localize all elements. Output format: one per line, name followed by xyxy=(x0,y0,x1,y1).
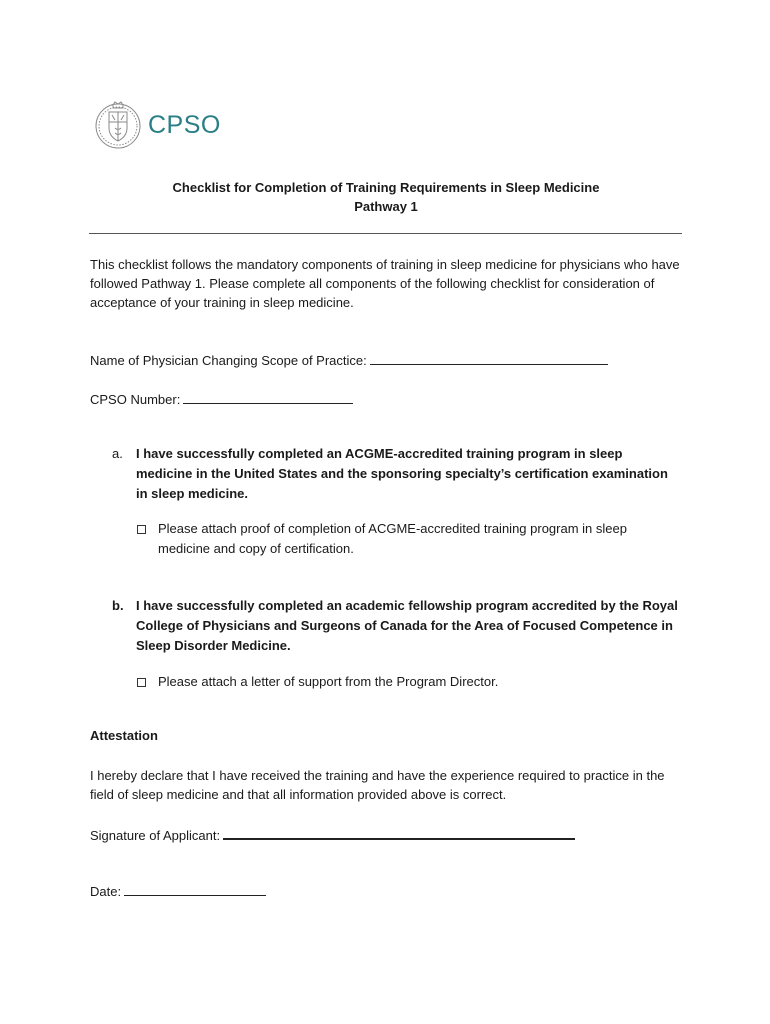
cpso-logo xyxy=(92,98,221,152)
cpso-number-field xyxy=(90,389,353,409)
checkbox-label: Please attach proof of completion of ACGME-accredited training program in sleep medicine and copy of certification. xyxy=(158,521,627,556)
item-statement: I have successfully completed an academic fellowship program accredited by the Royal College of Physicians and Surgeons of Canada for the Area of Focused Competence in Sleep Disorder Medicine. xyxy=(136,598,678,653)
signature-label: Signature of Applicant: xyxy=(90,828,221,843)
date-label: Date: xyxy=(90,884,122,899)
physician-name-label: Name of Physician Changing Scope of Practice: xyxy=(90,353,367,368)
logo-wordmark: CPSO xyxy=(148,110,221,139)
checkbox-item-a xyxy=(137,519,677,559)
checkbox[interactable] xyxy=(137,678,146,687)
checkbox[interactable] xyxy=(137,525,146,534)
signature-field xyxy=(90,824,575,845)
attestation-declaration: I hereby declare that I have received the training and have the experience required to practice in the field of sleep medicine and that all information provided above is correct. xyxy=(90,768,665,802)
cpso-number-input-line[interactable] xyxy=(183,389,353,404)
checklist-item-a xyxy=(112,444,682,504)
attestation-heading: Attestation xyxy=(90,728,158,743)
physician-name-field xyxy=(90,350,608,370)
checkbox-item-b xyxy=(137,672,677,692)
checkbox-label: Please attach a letter of support from the Program Director. xyxy=(158,674,499,689)
item-statement: I have successfully completed an ACGME-accredited training program in sleep medicine in the United States and the sponsoring specialty’s certification examination in sleep medicine. xyxy=(136,446,668,501)
checklist-item-b xyxy=(112,596,682,656)
crest-icon xyxy=(92,98,144,152)
document-subtitle: Pathway 1 xyxy=(354,199,418,214)
cpso-number-label: CPSO Number: xyxy=(90,392,181,407)
document-title: Checklist for Completion of Training Requirements in Sleep Medicine xyxy=(172,180,600,195)
date-field xyxy=(90,881,266,901)
physician-name-input-line[interactable] xyxy=(370,350,608,365)
intro-paragraph: This checklist follows the mandatory components of training in sleep medicine for physicians who have followed Pathway 1. Please complete all components of the following checklist for consideration of acceptance of your training in sleep medicine. xyxy=(90,257,680,310)
date-input-line[interactable] xyxy=(124,881,266,896)
signature-input-line[interactable] xyxy=(223,824,575,840)
item-marker: b. xyxy=(112,598,124,613)
item-marker: a. xyxy=(112,446,123,461)
title-divider xyxy=(89,233,682,234)
